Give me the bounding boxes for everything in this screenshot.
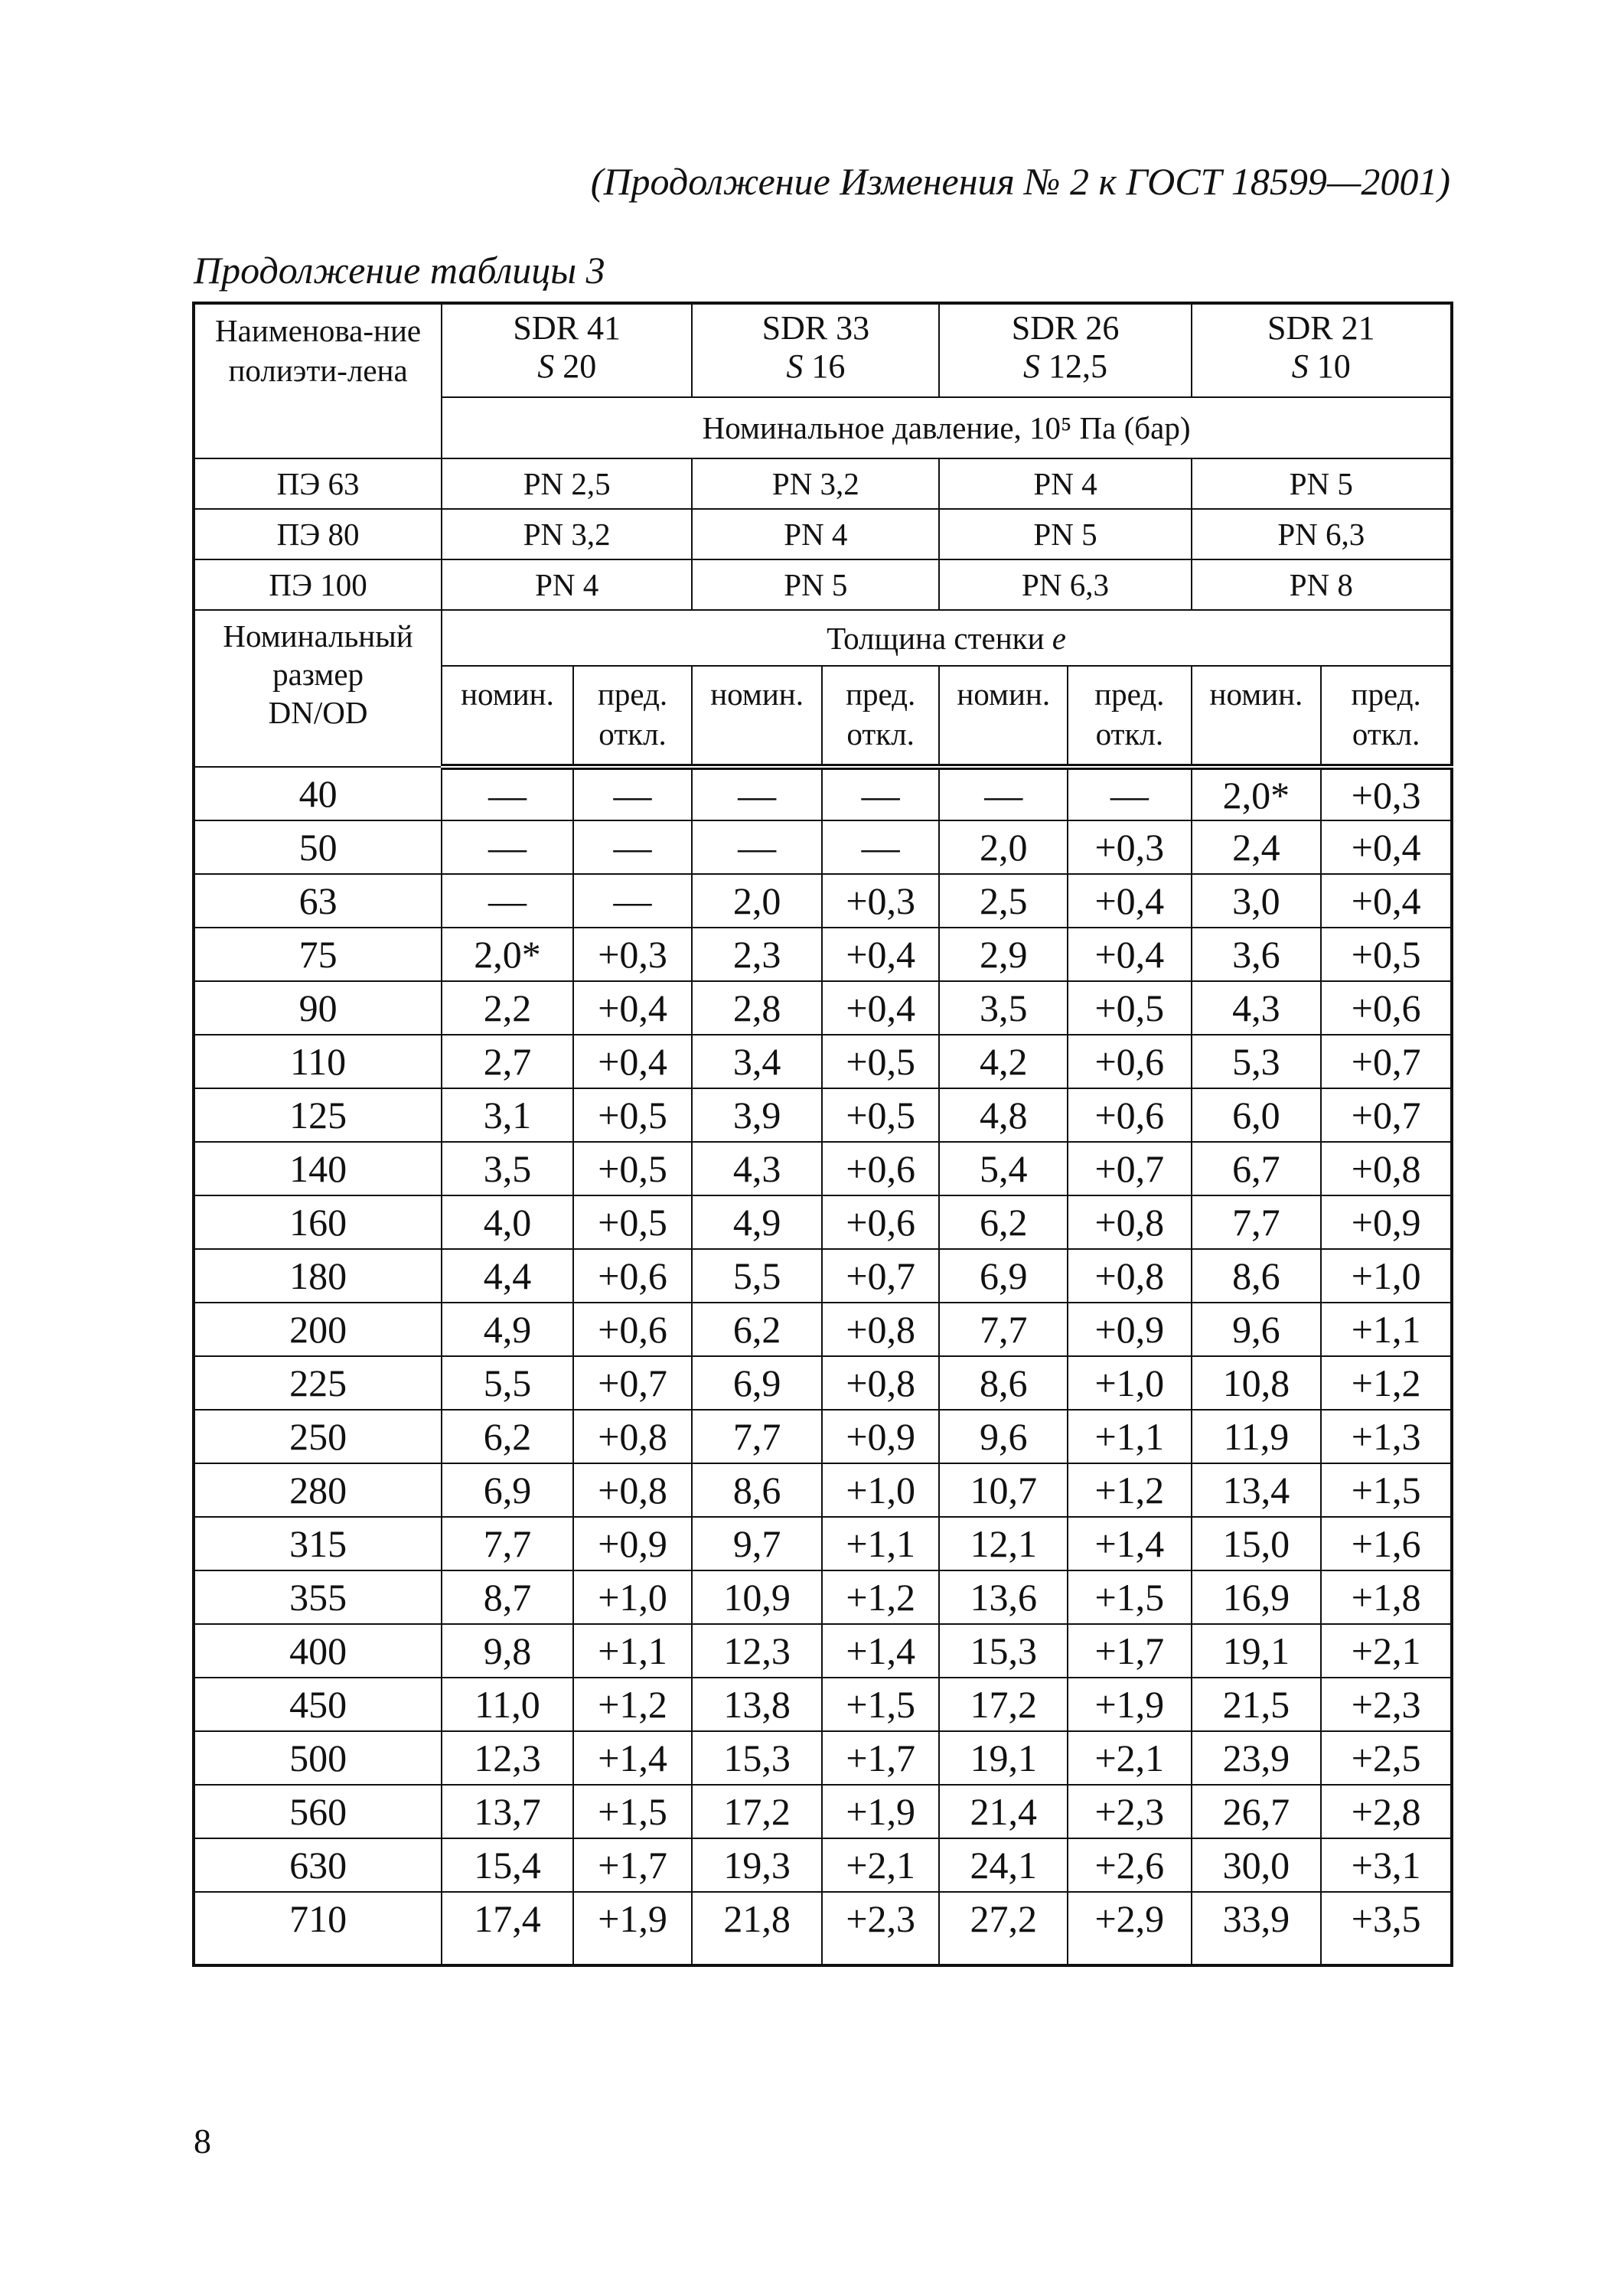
tolerance-cell: +1,0 [822, 1463, 939, 1517]
s-letter: S [1291, 347, 1309, 385]
pressure-header: Номинальное давление, 10⁵ Па (бар) [442, 397, 1452, 458]
tolerance-cell: +1,9 [822, 1785, 939, 1838]
table-row [194, 1142, 1452, 1195]
nominal-thickness-cell: — [442, 874, 573, 928]
tolerance-cell: — [573, 767, 693, 820]
nominal-thickness-cell: 19,1 [939, 1731, 1068, 1785]
tolerance-cell: +0,6 [573, 1249, 693, 1303]
nominal-thickness-cell: 5,5 [442, 1356, 573, 1410]
nominal-thickness-cell: 2,8 [692, 981, 822, 1035]
nominal-thickness-cell: 3,5 [939, 981, 1068, 1035]
table-row [194, 928, 1452, 981]
deviation-subheader: пред. откл. [1068, 666, 1192, 767]
tolerance-cell: +0,3 [1068, 820, 1192, 874]
nominal-size-cell: 355 [194, 1570, 442, 1624]
tolerance-cell: +2,3 [1321, 1678, 1452, 1731]
nominal-size-cell: 75 [194, 928, 442, 981]
nominal-size-cell: 500 [194, 1731, 442, 1785]
table-row [194, 1463, 1452, 1517]
nominal-thickness-cell: 5,3 [1192, 1035, 1322, 1088]
tolerance-cell: +0,6 [1068, 1088, 1192, 1142]
pn-value: PN 3,2 [442, 509, 692, 559]
nominal-thickness-cell: 3,6 [1192, 928, 1322, 981]
table-row [194, 1410, 1452, 1463]
nominal-thickness-cell: — [692, 767, 822, 820]
nominal-size-cell: 630 [194, 1838, 442, 1892]
nominal-size-cell: 450 [194, 1678, 442, 1731]
nominal-thickness-cell: 9,7 [692, 1517, 822, 1570]
table-row [194, 1303, 1452, 1356]
tolerance-cell: +1,4 [573, 1731, 693, 1785]
nominal-subheader: номин. [692, 666, 822, 767]
tolerance-cell: +0,5 [1068, 981, 1192, 1035]
table-row [194, 1570, 1452, 1624]
nominal-thickness-cell: 6,0 [1192, 1088, 1322, 1142]
nominal-thickness-cell: 19,3 [692, 1838, 822, 1892]
tolerance-cell: +0,7 [1321, 1088, 1452, 1142]
tolerance-cell: +0,5 [822, 1088, 939, 1142]
table-caption: Продолжение таблицы 3 [194, 249, 605, 292]
pressure-row [194, 509, 1452, 559]
nominal-thickness-cell: 2,0 [939, 820, 1068, 874]
table-row [194, 1785, 1452, 1838]
table-row [194, 820, 1452, 874]
tolerance-cell: +0,4 [1321, 820, 1452, 874]
tolerance-cell: +1,7 [1068, 1624, 1192, 1678]
wall-header-row [194, 610, 1452, 666]
pn-value: PN 2,5 [442, 458, 692, 509]
material-name: ПЭ 100 [194, 559, 442, 610]
nominal-size-cell: 180 [194, 1249, 442, 1303]
nominal-size-cell: 200 [194, 1303, 442, 1356]
tolerance-cell: +0,7 [822, 1249, 939, 1303]
nominal-size-cell: 125 [194, 1088, 442, 1142]
material-name: ПЭ 80 [194, 509, 442, 559]
tolerance-cell: +1,0 [573, 1570, 693, 1624]
s-value: 12,5 [1048, 347, 1108, 385]
tolerance-cell: +0,3 [822, 874, 939, 928]
wall-header-symbol: e [1052, 620, 1066, 656]
tolerance-cell: +1,9 [1068, 1678, 1192, 1731]
tolerance-cell: +1,5 [822, 1678, 939, 1731]
s-value: 10 [1316, 347, 1351, 385]
nominal-size-cell: 560 [194, 1785, 442, 1838]
nominal-thickness-cell: 17,2 [939, 1678, 1068, 1731]
nominal-thickness-cell: — [939, 767, 1068, 820]
nominal-thickness-cell: 5,4 [939, 1142, 1068, 1195]
tolerance-cell: +0,5 [573, 1195, 693, 1249]
tolerance-cell: +1,2 [573, 1678, 693, 1731]
tolerance-cell: +0,7 [1068, 1142, 1192, 1195]
tolerance-cell: +1,4 [1068, 1517, 1192, 1570]
tolerance-cell: +1,5 [1068, 1570, 1192, 1624]
tolerance-cell: +2,1 [1321, 1624, 1452, 1678]
tolerance-cell: +2,6 [1068, 1838, 1192, 1892]
nominal-size-cell: 160 [194, 1195, 442, 1249]
tolerance-cell: +0,9 [573, 1517, 693, 1570]
nominal-thickness-cell: 10,7 [939, 1463, 1068, 1517]
nominal-thickness-cell: 26,7 [1192, 1785, 1322, 1838]
nominal-thickness-cell: 4,2 [939, 1035, 1068, 1088]
table-row [194, 1731, 1452, 1785]
nominal-thickness-cell: 12,1 [939, 1517, 1068, 1570]
wall-header-text: Толщина стенки [827, 620, 1052, 656]
nominal-size-cell: 110 [194, 1035, 442, 1088]
tolerance-cell: +2,3 [822, 1892, 939, 1965]
nominal-thickness-cell: 15,4 [442, 1838, 573, 1892]
tolerance-cell: +1,1 [1068, 1410, 1192, 1463]
sdr-header [692, 303, 939, 397]
nominal-thickness-cell: 30,0 [1192, 1838, 1322, 1892]
table-row [194, 1892, 1452, 1965]
tolerance-cell: +0,5 [1321, 928, 1452, 981]
tolerance-cell: +1,5 [573, 1785, 693, 1838]
material-name: ПЭ 63 [194, 458, 442, 509]
tolerance-cell: +0,5 [573, 1088, 693, 1142]
nominal-thickness-cell: 13,4 [1192, 1463, 1322, 1517]
nominal-size-cell: 315 [194, 1517, 442, 1570]
table-row [194, 1035, 1452, 1088]
pressure-row [194, 559, 1452, 610]
table-row [194, 1517, 1452, 1570]
nominal-thickness-cell: 2,9 [939, 928, 1068, 981]
nominal-thickness-cell: 12,3 [692, 1624, 822, 1678]
pn-value: PN 5 [1192, 458, 1452, 509]
nominal-thickness-cell: 21,4 [939, 1785, 1068, 1838]
pn-value: PN 5 [692, 559, 939, 610]
nominal-thickness-cell: 4,3 [1192, 981, 1322, 1035]
table-row [194, 981, 1452, 1035]
nominal-size-cell: 50 [194, 820, 442, 874]
tolerance-cell: +0,4 [822, 928, 939, 981]
nominal-thickness-cell: 2,5 [939, 874, 1068, 928]
nominal-thickness-cell: 6,2 [442, 1410, 573, 1463]
nominal-thickness-cell: 10,8 [1192, 1356, 1322, 1410]
tolerance-cell: +0,4 [822, 981, 939, 1035]
nominal-thickness-cell: 21,5 [1192, 1678, 1322, 1731]
nominal-size-cell: 250 [194, 1410, 442, 1463]
nominal-thickness-cell: 12,3 [442, 1731, 573, 1785]
pn-value: PN 3,2 [692, 458, 939, 509]
s-letter: S [786, 347, 804, 385]
table-row [194, 1838, 1452, 1892]
nominal-size-cell: 225 [194, 1356, 442, 1410]
tolerance-cell: +1,9 [573, 1892, 693, 1965]
deviation-subheader: пред. откл. [1321, 666, 1452, 767]
tolerance-cell: +1,2 [1321, 1356, 1452, 1410]
nominal-thickness-cell: 15,3 [939, 1624, 1068, 1678]
tolerance-cell: +0,6 [1068, 1035, 1192, 1088]
tolerance-cell: +1,1 [573, 1624, 693, 1678]
size-header-line: Номинальный [223, 618, 413, 654]
tolerance-cell: +1,7 [822, 1731, 939, 1785]
wall-thickness-header [442, 610, 1452, 666]
table-row [194, 1249, 1452, 1303]
s-value: 20 [563, 347, 597, 385]
tolerance-cell: +0,6 [573, 1303, 693, 1356]
tolerance-cell: +2,1 [822, 1838, 939, 1892]
nominal-thickness-cell: 3,4 [692, 1035, 822, 1088]
nominal-thickness-cell: 7,7 [1192, 1195, 1322, 1249]
tolerance-cell: +0,8 [822, 1303, 939, 1356]
s-letter: S [1023, 347, 1041, 385]
pn-value: PN 4 [442, 559, 692, 610]
tolerance-cell: +1,5 [1321, 1463, 1452, 1517]
pn-value: PN 4 [939, 458, 1191, 509]
tolerance-cell: +0,6 [822, 1142, 939, 1195]
tolerance-cell: +1,1 [822, 1517, 939, 1570]
sdr-label: SDR 26 [1011, 309, 1120, 347]
nominal-thickness-cell: 6,9 [692, 1356, 822, 1410]
material-header: Наименова-ние полиэти-лена [194, 303, 442, 458]
nominal-thickness-cell: 17,4 [442, 1892, 573, 1965]
nominal-thickness-cell: 2,0* [442, 928, 573, 981]
nominal-thickness-cell: 7,7 [939, 1303, 1068, 1356]
tolerance-cell: +0,4 [573, 1035, 693, 1088]
tolerance-cell: +0,5 [573, 1142, 693, 1195]
nominal-thickness-cell: 13,7 [442, 1785, 573, 1838]
nominal-size-cell: 280 [194, 1463, 442, 1517]
nominal-thickness-cell: 7,7 [442, 1517, 573, 1570]
tolerance-cell: +3,1 [1321, 1838, 1452, 1892]
nominal-thickness-cell: 4,9 [692, 1195, 822, 1249]
tolerance-cell: — [573, 820, 693, 874]
tolerance-cell: +0,3 [1321, 767, 1452, 820]
nominal-thickness-cell: 2,2 [442, 981, 573, 1035]
nominal-thickness-cell: 2,0* [1192, 767, 1322, 820]
nominal-thickness-cell: — [442, 820, 573, 874]
nominal-thickness-cell: 11,9 [1192, 1410, 1322, 1463]
sdr-header [939, 303, 1191, 397]
nominal-size-cell: 63 [194, 874, 442, 928]
nominal-thickness-cell: 6,2 [939, 1195, 1068, 1249]
nominal-thickness-cell: 5,5 [692, 1249, 822, 1303]
nominal-thickness-cell: — [692, 820, 822, 874]
nominal-thickness-cell: 7,7 [692, 1410, 822, 1463]
page-number: 8 [194, 2122, 211, 2161]
nominal-thickness-cell: 15,3 [692, 1731, 822, 1785]
tolerance-cell: +0,4 [1321, 874, 1452, 928]
tolerance-cell: +2,3 [1068, 1785, 1192, 1838]
nominal-thickness-cell: 3,0 [1192, 874, 1322, 928]
nominal-thickness-cell: 8,7 [442, 1570, 573, 1624]
table-row [194, 1624, 1452, 1678]
nominal-thickness-cell: 9,8 [442, 1624, 573, 1678]
nominal-thickness-cell: 13,8 [692, 1678, 822, 1731]
nominal-thickness-cell: 16,9 [1192, 1570, 1322, 1624]
tolerance-cell: +0,7 [1321, 1035, 1452, 1088]
tolerance-cell: +3,5 [1321, 1892, 1452, 1965]
tolerance-cell: — [1068, 767, 1192, 820]
tolerance-cell: +0,9 [1321, 1195, 1452, 1249]
pn-value: PN 8 [1192, 559, 1452, 610]
nominal-thickness-cell: 23,9 [1192, 1731, 1322, 1785]
sdr-header [1192, 303, 1452, 397]
size-header [194, 610, 442, 767]
pn-value: PN 6,3 [939, 559, 1191, 610]
nominal-thickness-cell: 33,9 [1192, 1892, 1322, 1965]
nominal-thickness-cell: 6,9 [442, 1463, 573, 1517]
pn-value: PN 4 [692, 509, 939, 559]
tolerance-cell: — [822, 767, 939, 820]
nominal-thickness-cell: 4,3 [692, 1142, 822, 1195]
tolerance-cell: +0,8 [1068, 1249, 1192, 1303]
sdr-header-row [194, 303, 1452, 397]
nominal-thickness-cell: 24,1 [939, 1838, 1068, 1892]
nominal-thickness-cell: 6,2 [692, 1303, 822, 1356]
nominal-size-cell: 90 [194, 981, 442, 1035]
nominal-thickness-cell: 8,6 [939, 1356, 1068, 1410]
s-value: 16 [811, 347, 846, 385]
nominal-thickness-cell: 4,9 [442, 1303, 573, 1356]
tolerance-cell: +0,8 [1321, 1142, 1452, 1195]
tolerance-cell: +1,4 [822, 1624, 939, 1678]
tolerance-cell: +1,0 [1068, 1356, 1192, 1410]
tolerance-cell: +1,3 [1321, 1410, 1452, 1463]
nominal-thickness-cell: 4,8 [939, 1088, 1068, 1142]
nominal-thickness-cell: 8,6 [692, 1463, 822, 1517]
nominal-thickness-cell: 2,4 [1192, 820, 1322, 874]
tolerance-cell: +0,3 [573, 928, 693, 981]
size-header-line: размер [272, 657, 364, 692]
nominal-thickness-cell: 21,8 [692, 1892, 822, 1965]
nominal-thickness-cell: 9,6 [939, 1410, 1068, 1463]
nominal-thickness-cell: 27,2 [939, 1892, 1068, 1965]
document-header-note: (Продолжение Изменения № 2 к ГОСТ 18599—2001) [590, 160, 1450, 203]
tolerance-cell: +1,1 [1321, 1303, 1452, 1356]
tolerance-cell: +0,7 [573, 1356, 693, 1410]
tolerance-cell: +0,8 [822, 1356, 939, 1410]
nominal-thickness-cell: 4,4 [442, 1249, 573, 1303]
tolerance-cell: +0,6 [1321, 981, 1452, 1035]
nominal-thickness-cell: 10,9 [692, 1570, 822, 1624]
tolerance-cell: +2,5 [1321, 1731, 1452, 1785]
tolerance-cell: +0,6 [822, 1195, 939, 1249]
tolerance-cell: +2,8 [1321, 1785, 1452, 1838]
size-header-line: DN/OD [268, 695, 368, 730]
table-row [194, 1195, 1452, 1249]
tolerance-cell: +0,8 [1068, 1195, 1192, 1249]
nominal-thickness-cell: 15,0 [1192, 1517, 1322, 1570]
tolerance-cell: +0,4 [1068, 928, 1192, 981]
tolerance-cell: +0,8 [573, 1410, 693, 1463]
deviation-subheader: пред. откл. [822, 666, 939, 767]
sdr-header [442, 303, 692, 397]
nominal-thickness-cell: 9,6 [1192, 1303, 1322, 1356]
nominal-thickness-cell: 3,1 [442, 1088, 573, 1142]
nominal-thickness-cell: 19,1 [1192, 1624, 1322, 1678]
tolerance-cell: +0,8 [573, 1463, 693, 1517]
nominal-thickness-cell: 11,0 [442, 1678, 573, 1731]
nominal-thickness-cell: 17,2 [692, 1785, 822, 1838]
sdr-label: SDR 41 [513, 309, 621, 347]
tolerance-cell: +0,5 [822, 1035, 939, 1088]
tolerance-cell: +1,7 [573, 1838, 693, 1892]
tolerance-cell: +1,6 [1321, 1517, 1452, 1570]
tolerance-cell: — [822, 820, 939, 874]
nominal-size-cell: 140 [194, 1142, 442, 1195]
nominal-thickness-cell: — [442, 767, 573, 820]
tolerance-cell: +2,9 [1068, 1892, 1192, 1965]
nominal-thickness-cell: 4,0 [442, 1195, 573, 1249]
nominal-thickness-cell: 8,6 [1192, 1249, 1322, 1303]
table-row [194, 1088, 1452, 1142]
deviation-subheader: пред. откл. [573, 666, 693, 767]
tolerance-cell: +1,2 [1068, 1463, 1192, 1517]
tolerance-cell: — [573, 874, 693, 928]
nominal-subheader: номин. [939, 666, 1068, 767]
tolerance-cell: +1,8 [1321, 1570, 1452, 1624]
tolerance-cell: +1,2 [822, 1570, 939, 1624]
nominal-thickness-cell: 6,9 [939, 1249, 1068, 1303]
nominal-size-cell: 400 [194, 1624, 442, 1678]
tolerance-cell: +0,9 [822, 1410, 939, 1463]
table-row [194, 767, 1452, 820]
pressure-row [194, 458, 1452, 509]
nominal-size-cell: 710 [194, 1892, 442, 1965]
table-row [194, 1678, 1452, 1731]
nominal-subheader: номин. [1192, 666, 1322, 767]
nominal-thickness-cell: 6,7 [1192, 1142, 1322, 1195]
sdr-label: SDR 21 [1267, 309, 1375, 347]
nominal-thickness-cell: 3,5 [442, 1142, 573, 1195]
table-row [194, 874, 1452, 928]
nominal-size-cell: 40 [194, 767, 442, 820]
pn-value: PN 6,3 [1192, 509, 1452, 559]
nominal-thickness-cell: 2,3 [692, 928, 822, 981]
tolerance-cell: +2,1 [1068, 1731, 1192, 1785]
table-row [194, 1356, 1452, 1410]
tolerance-cell: +0,9 [1068, 1303, 1192, 1356]
nominal-thickness-cell: 3,9 [692, 1088, 822, 1142]
tolerance-cell: +1,0 [1321, 1249, 1452, 1303]
s-letter: S [537, 347, 555, 385]
nominal-thickness-cell: 2,7 [442, 1035, 573, 1088]
sdr-label: SDR 33 [761, 309, 870, 347]
tolerance-cell: +0,4 [573, 981, 693, 1035]
tolerance-cell: +0,4 [1068, 874, 1192, 928]
nominal-thickness-cell: 13,6 [939, 1570, 1068, 1624]
pn-value: PN 5 [939, 509, 1191, 559]
nominal-subheader: номин. [442, 666, 573, 767]
nominal-thickness-cell: 2,0 [692, 874, 822, 928]
pipe-wall-thickness-table [192, 302, 1453, 1967]
